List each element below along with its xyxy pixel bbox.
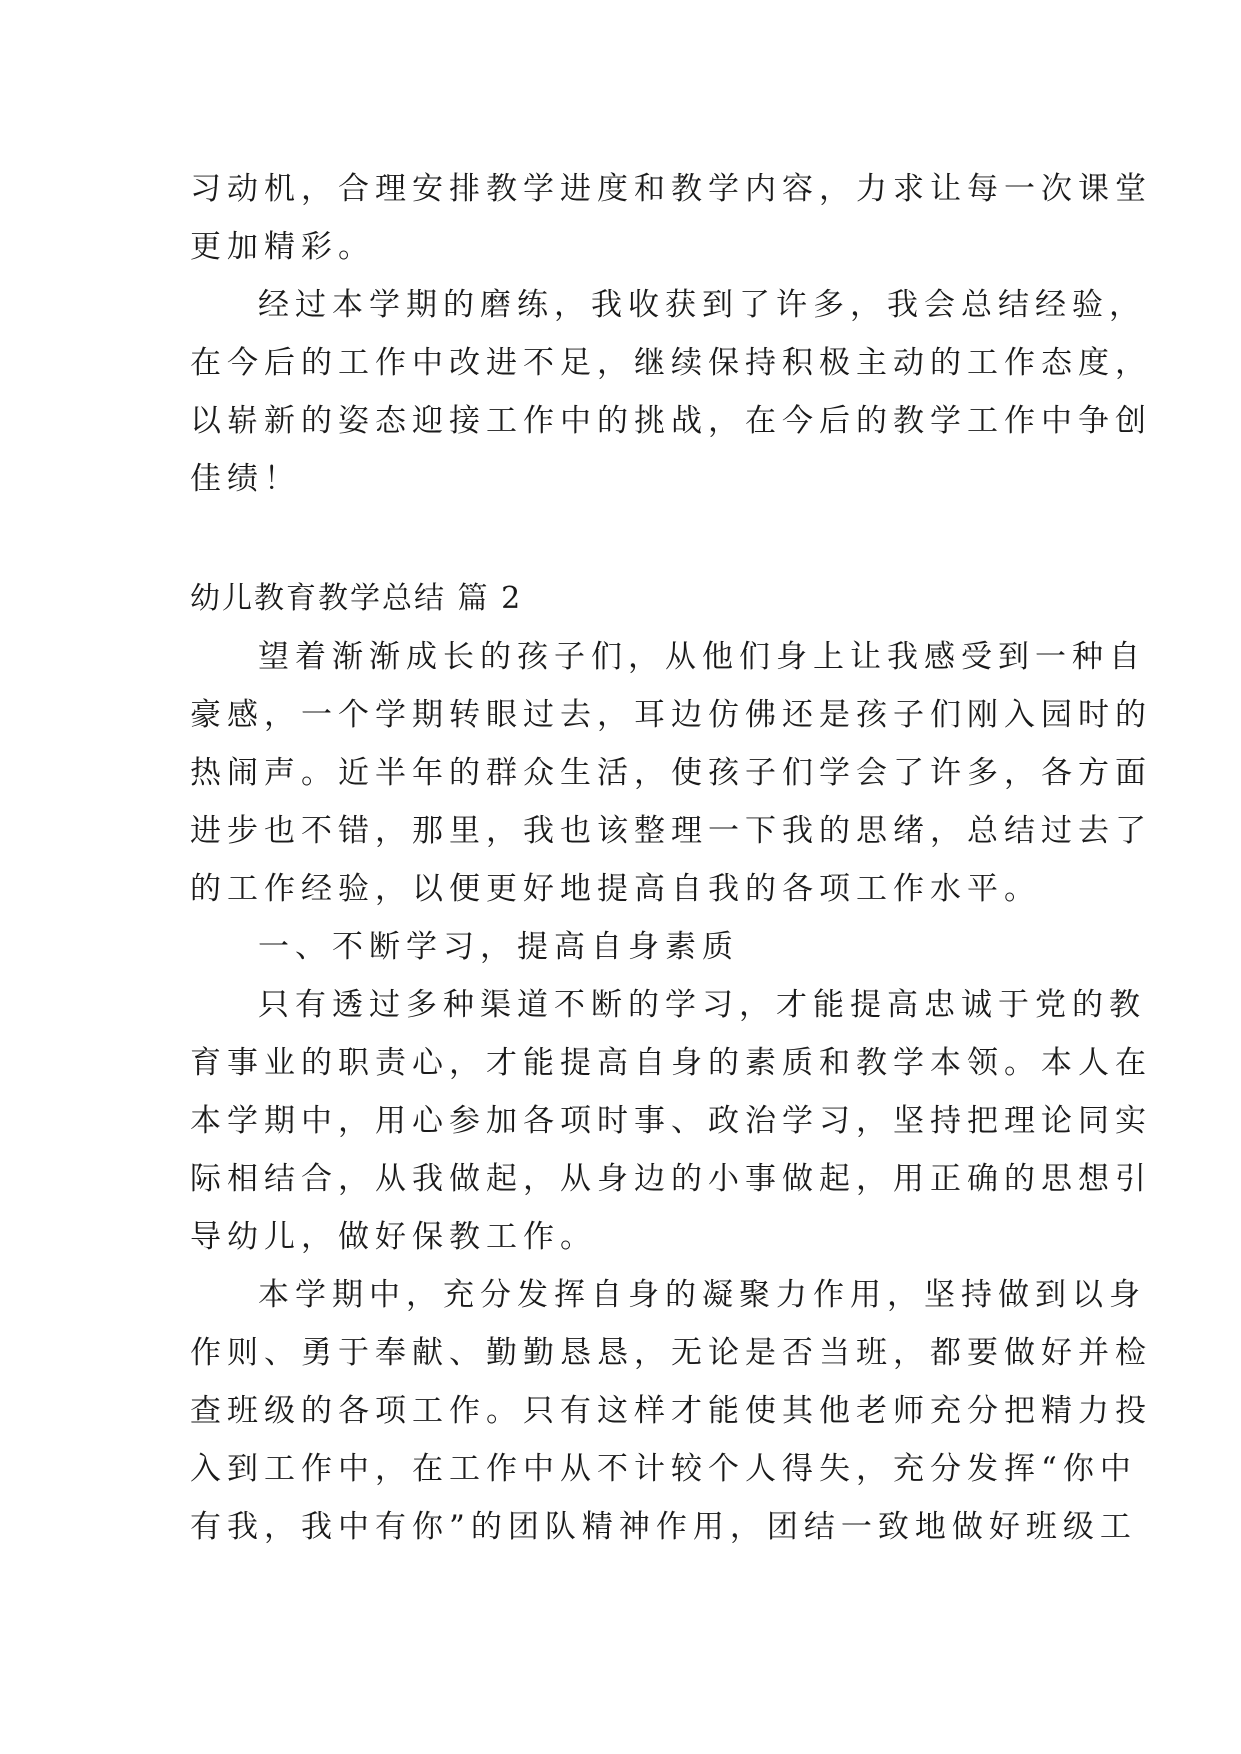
text-line: 际相结合，从我做起，从身边的小事做起，用正确的思想引 xyxy=(190,1161,1152,1197)
text-line: 本学期中，用心参加各项时事、政治学习，坚持把理论同实 xyxy=(190,1103,1152,1139)
text-line: 入到工作中，在工作中从不计较个人得失，充分发挥“你中 xyxy=(190,1451,1137,1487)
text-line: 本学期中，充分发挥自身的凝聚力作用，坚持做到以身 xyxy=(258,1277,1146,1313)
text-line: 只有透过多种渠道不断的学习，才能提高忠诚于党的教 xyxy=(258,987,1146,1023)
text-line: 佳绩！ xyxy=(190,461,301,497)
text-line: 热闹声。近半年的群众生活，使孩子们学会了许多，各方面 xyxy=(190,755,1152,791)
text-line: 豪感，一个学期转眼过去，耳边仿佛还是孩子们刚入园时的 xyxy=(190,697,1152,733)
paragraph-5 xyxy=(190,1266,1152,1556)
text-line: 更加精彩。 xyxy=(190,229,375,265)
paragraph-2 xyxy=(190,276,1152,508)
text-line: 习动机，合理安排教学进度和教学内容，力求让每一次课堂 xyxy=(190,171,1152,207)
text-line: 的工作经验，以便更好地提高自我的各项工作水平。 xyxy=(190,871,1041,907)
text-line: 有我，我中有你”的团队精神作用，团结一致地做好班级工 xyxy=(190,1509,1137,1545)
paragraph-3 xyxy=(190,628,1152,918)
document-page xyxy=(190,160,1152,1556)
text-line: 在今后的工作中改进不足，继续保持积极主动的工作态度， xyxy=(190,345,1152,381)
text-line: 经过本学期的磨练，我收获到了许多，我会总结经验， xyxy=(258,287,1146,323)
text-line: 进步也不错，那里，我也该整理一下我的思绪，总结过去了 xyxy=(190,813,1152,849)
text-line: 作则、勇于奉献、勤勤恳恳，无论是否当班，都要做好并检 xyxy=(190,1335,1152,1371)
section-title: 幼儿教育教学总结 篇 2 xyxy=(190,581,523,616)
text-line: 望着渐渐成长的孩子们，从他们身上让我感受到一种自 xyxy=(258,639,1146,675)
text-line: 导幼儿，做好保教工作。 xyxy=(190,1219,597,1255)
text-line: 以崭新的姿态迎接工作中的挑战，在今后的教学工作中争创 xyxy=(190,403,1152,439)
subheading: 一、不断学习，提高自身素质 xyxy=(258,929,739,965)
paragraph-1 xyxy=(190,160,1152,276)
text-line: 育事业的职责心，才能提高自身的素质和教学本领。本人在 xyxy=(190,1045,1152,1081)
paragraph-4 xyxy=(190,976,1152,1266)
text-line: 查班级的各项工作。只有这样才能使其他老师充分把精力投 xyxy=(190,1393,1152,1429)
